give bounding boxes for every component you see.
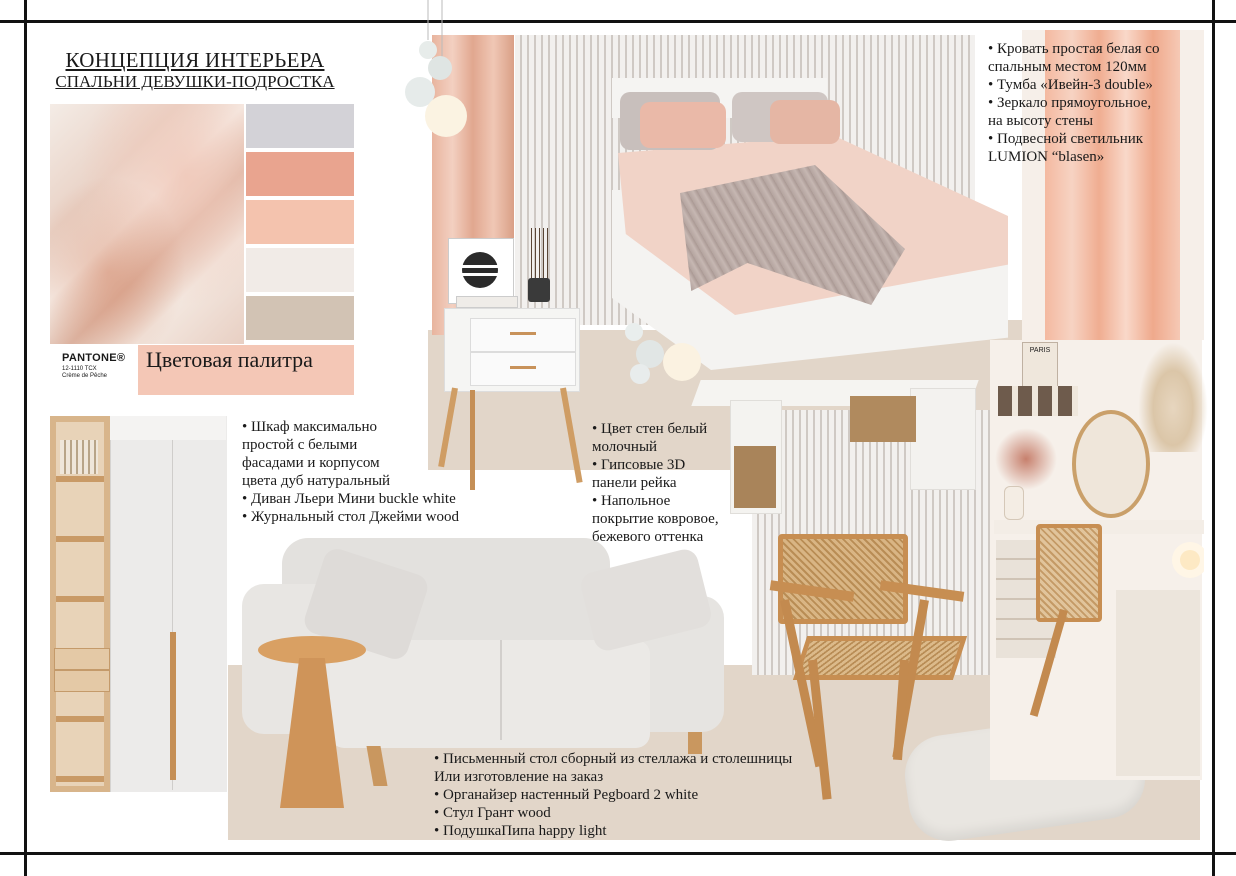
vanity-vase-flowers xyxy=(990,428,1062,490)
palette-swatch-beige xyxy=(246,296,354,340)
page-subtitle: СПАЛЬНИ ДЕВУШКИ-ПОДРОСТКА xyxy=(55,72,335,91)
paris-poster: PARIS xyxy=(1022,342,1058,388)
wardrobe-item-line: • Шкаф максимально xyxy=(242,419,377,435)
bed-item-line: • Зеркало прямоугольное, xyxy=(988,95,1152,111)
pendant-lamp-icon xyxy=(400,0,480,145)
frame-right-line xyxy=(1212,0,1215,876)
wardrobe-item-line: цвета дуб натуральный xyxy=(242,473,391,489)
pantone-code-name: Crème de Pêche xyxy=(62,373,108,379)
walls-item-line: • Гипсовые 3D xyxy=(592,457,686,473)
pampas-grass xyxy=(1138,342,1208,452)
sofa-cushion-split xyxy=(500,640,502,740)
vanity-vase xyxy=(1004,486,1024,520)
desk-item-line: • ПодушкаПипа happy light xyxy=(434,823,607,839)
vanity-photos xyxy=(998,386,1078,416)
desk-shelf-wood xyxy=(734,446,776,508)
wardrobe-handle xyxy=(170,632,176,780)
wardrobe-body xyxy=(110,416,227,792)
palette-swatch-grey xyxy=(246,104,354,148)
wardrobe-item-line: • Диван Льери Мини buckle white xyxy=(242,491,456,507)
small-bubble-lamp xyxy=(618,318,708,388)
walls-items-note xyxy=(592,420,719,546)
wardrobe-books xyxy=(60,440,98,474)
frame-left-line xyxy=(24,0,27,876)
diffuser-bottle xyxy=(528,278,550,302)
desk-item-line: Или изготовление на заказ xyxy=(434,769,604,785)
oval-mirror xyxy=(1072,410,1150,518)
palette-swatch-salmon xyxy=(246,152,354,196)
wardrobe-item-line: фасадами и корпусом xyxy=(242,455,380,471)
walls-item-line: покрытие ковровое, xyxy=(592,511,719,527)
bed-pillow-3 xyxy=(640,102,726,148)
pantone-code-number: 12-1110 TCX xyxy=(62,366,97,372)
wardrobe-drawer-1 xyxy=(54,648,110,670)
wardrobe-item-line: • Журнальный стол Джейми wood xyxy=(242,509,459,525)
nightstand-artwork xyxy=(458,248,502,292)
palette-label: Цветовая палитра xyxy=(146,347,313,372)
pantone-code xyxy=(62,366,107,380)
wardrobe-item-line: простой с белыми xyxy=(242,437,358,453)
wardrobe-shelf-inner xyxy=(56,422,104,786)
wardrobe-top xyxy=(110,416,226,440)
vanity-desk-leg xyxy=(1116,590,1200,776)
walls-item-line: панели рейка xyxy=(592,475,677,491)
palette-swatch-peach xyxy=(246,200,354,244)
table-lamp-icon xyxy=(1170,536,1204,586)
palette-swatch-milk xyxy=(246,248,354,292)
nightstand-handle-top xyxy=(510,332,536,335)
nightstand-leg-middle xyxy=(470,390,475,490)
sofa-seat xyxy=(330,640,650,748)
pantone-logo: PANTONE® xyxy=(62,352,126,364)
nightstand-drawer-bottom xyxy=(470,352,576,386)
vanity-chair xyxy=(1036,524,1102,622)
bed-item-line: • Тумба «Ивейн-3 double» xyxy=(988,77,1153,93)
desk-side-panel xyxy=(910,388,976,490)
page-title: КОНЦЕПЦИЯ ИНТЕРЬЕРА xyxy=(65,48,325,72)
desk-item-line: • Письменный стол сборный из стеллажа и столешницы xyxy=(434,751,793,767)
walls-item-line: • Цвет стен белый xyxy=(592,421,708,437)
walls-item-line: • Напольное xyxy=(592,493,671,509)
bed-item-line: на высоту стены xyxy=(988,113,1094,129)
desk-items-note xyxy=(434,750,792,840)
bed-pillow-4 xyxy=(770,100,840,144)
nightstand-books xyxy=(456,296,518,308)
desk-wood-drawer xyxy=(850,396,916,442)
walls-item-line: молочный xyxy=(592,439,658,455)
bed-item-line: LUMION “blasen» xyxy=(988,149,1105,165)
wardrobe-drawer-2 xyxy=(54,670,110,692)
desk-item-line: • Стул Грант wood xyxy=(434,805,551,821)
bed-item-line: • Кровать простая белая со xyxy=(988,41,1160,57)
desk-item-line: • Органайзер настенный Pegboard 2 white xyxy=(434,787,699,803)
bed-items-note xyxy=(988,40,1159,166)
frame-bottom-line xyxy=(0,852,1236,855)
frame-top-line xyxy=(0,20,1236,23)
wardrobe-items-note xyxy=(242,418,459,526)
walls-item-line: бежевого оттенка xyxy=(592,529,704,545)
nightstand-handle-bottom xyxy=(510,366,536,369)
chair-seat-cane xyxy=(793,636,967,680)
marble-texture-sample xyxy=(50,104,244,344)
chair-back-cane xyxy=(778,534,908,624)
nightstand-drawer-top xyxy=(470,318,576,352)
bed-item-line: спальным местом 120мм xyxy=(988,59,1147,75)
bed-item-line: • Подвесной светильник xyxy=(988,131,1144,147)
